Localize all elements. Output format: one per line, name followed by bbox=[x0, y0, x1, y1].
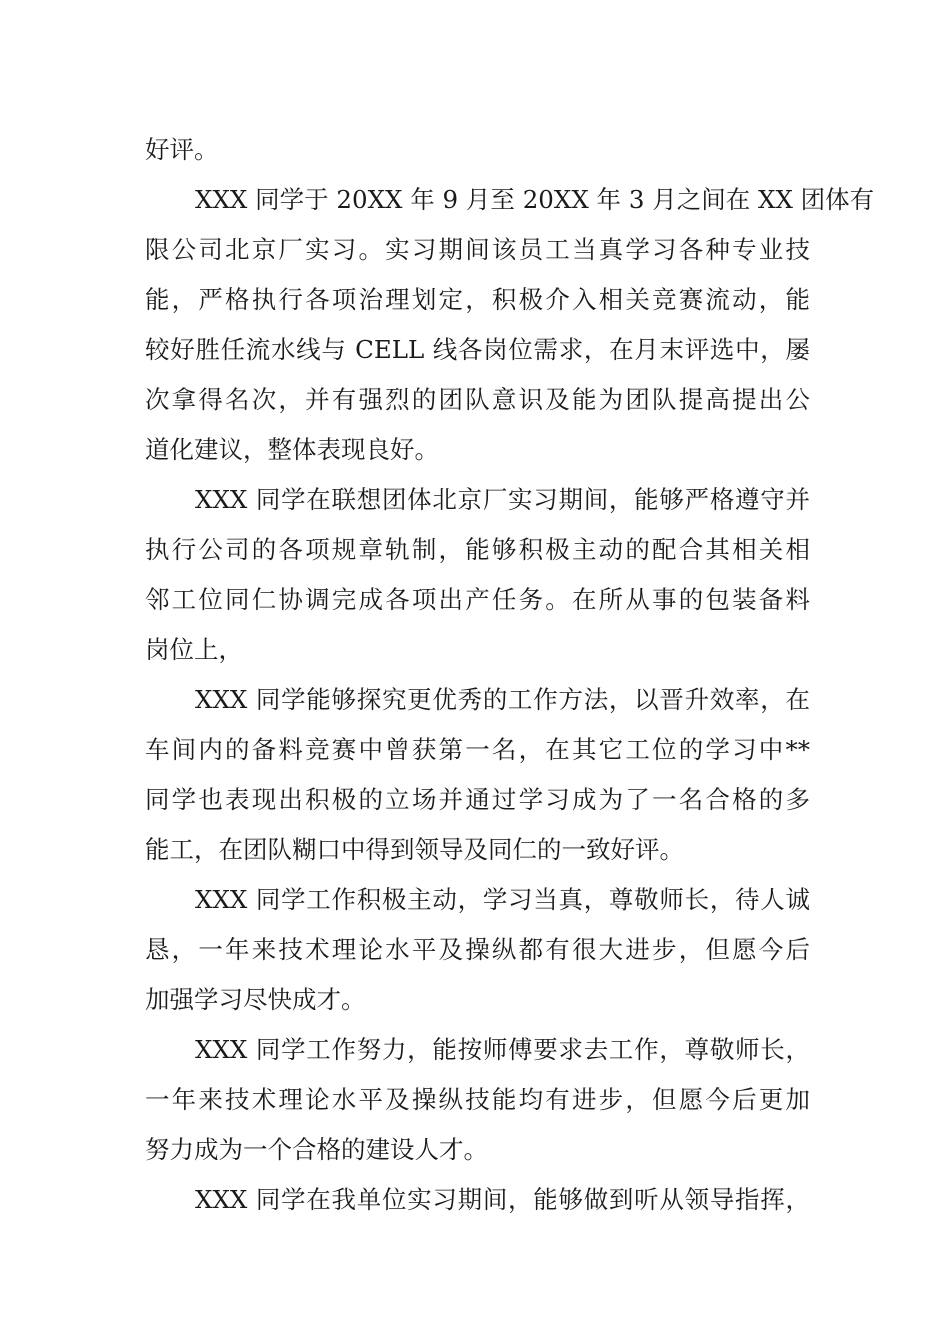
text-line: 邻工位同仁协调完成各项出产任务。在所从事的包装备料 bbox=[145, 585, 810, 614]
text-line: 努力成为一个合格的建设人才。 bbox=[145, 1135, 488, 1164]
text-line: 能工，在团队糊口中得到领导及同仁的一致好评。 bbox=[145, 835, 684, 864]
text-line: 道化建议，整体表现良好。 bbox=[145, 435, 439, 464]
text-line: 车间内的备料竞赛中曾获第一名，在其它工位的学习中** bbox=[145, 735, 810, 764]
text-line: 加强学习尽快成才。 bbox=[145, 985, 366, 1014]
text-line: 能，严格执行各项治理划定，积极介入相关竞赛流动，能 bbox=[145, 285, 810, 314]
paragraph-first-line: XXX 同学工作积极主动，学习当真，尊敬师长，待人诚 bbox=[195, 885, 810, 914]
text-line: 好评。 bbox=[145, 135, 219, 164]
paragraph-first-line: XXX 同学于 20XX 年 9 月至 20XX 年 3 月之间在 XX 团体有 bbox=[195, 185, 875, 214]
paragraph-first-line: XXX 同学能够探究更优秀的工作方法，以晋升效率，在 bbox=[195, 685, 810, 714]
text-line: 同学也表现出积极的立场并通过学习成为了一名合格的多 bbox=[145, 785, 810, 814]
paragraph-first-line: XXX 同学在我单位实习期间，能够做到听从领导指挥， bbox=[195, 1185, 810, 1214]
paragraph-first-line: XXX 同学工作努力，能按师傅要求去工作，尊敬师长， bbox=[195, 1035, 810, 1064]
paragraph-first-line: XXX 同学在联想团体北京厂实习期间，能够严格遵守并 bbox=[195, 485, 810, 514]
text-line: 恳，一年来技术理论水平及操纵都有很大进步，但愿今后 bbox=[145, 935, 810, 964]
text-line: 较好胜任流水线与 CELL 线各岗位需求，在月末评选中，屡 bbox=[145, 335, 810, 364]
text-line: 执行公司的各项规章轨制，能够积极主动的配合其相关相 bbox=[145, 535, 810, 564]
text-line: 一年来技术理论水平及操纵技能均有进步，但愿今后更加 bbox=[145, 1085, 810, 1114]
text-line: 岗位上， bbox=[145, 635, 243, 664]
text-line: 次拿得名次，并有强烈的团队意识及能为团队提高提出公 bbox=[145, 385, 810, 414]
text-line: 限公司北京厂实习。实习期间该员工当真学习各种专业技 bbox=[145, 235, 810, 264]
